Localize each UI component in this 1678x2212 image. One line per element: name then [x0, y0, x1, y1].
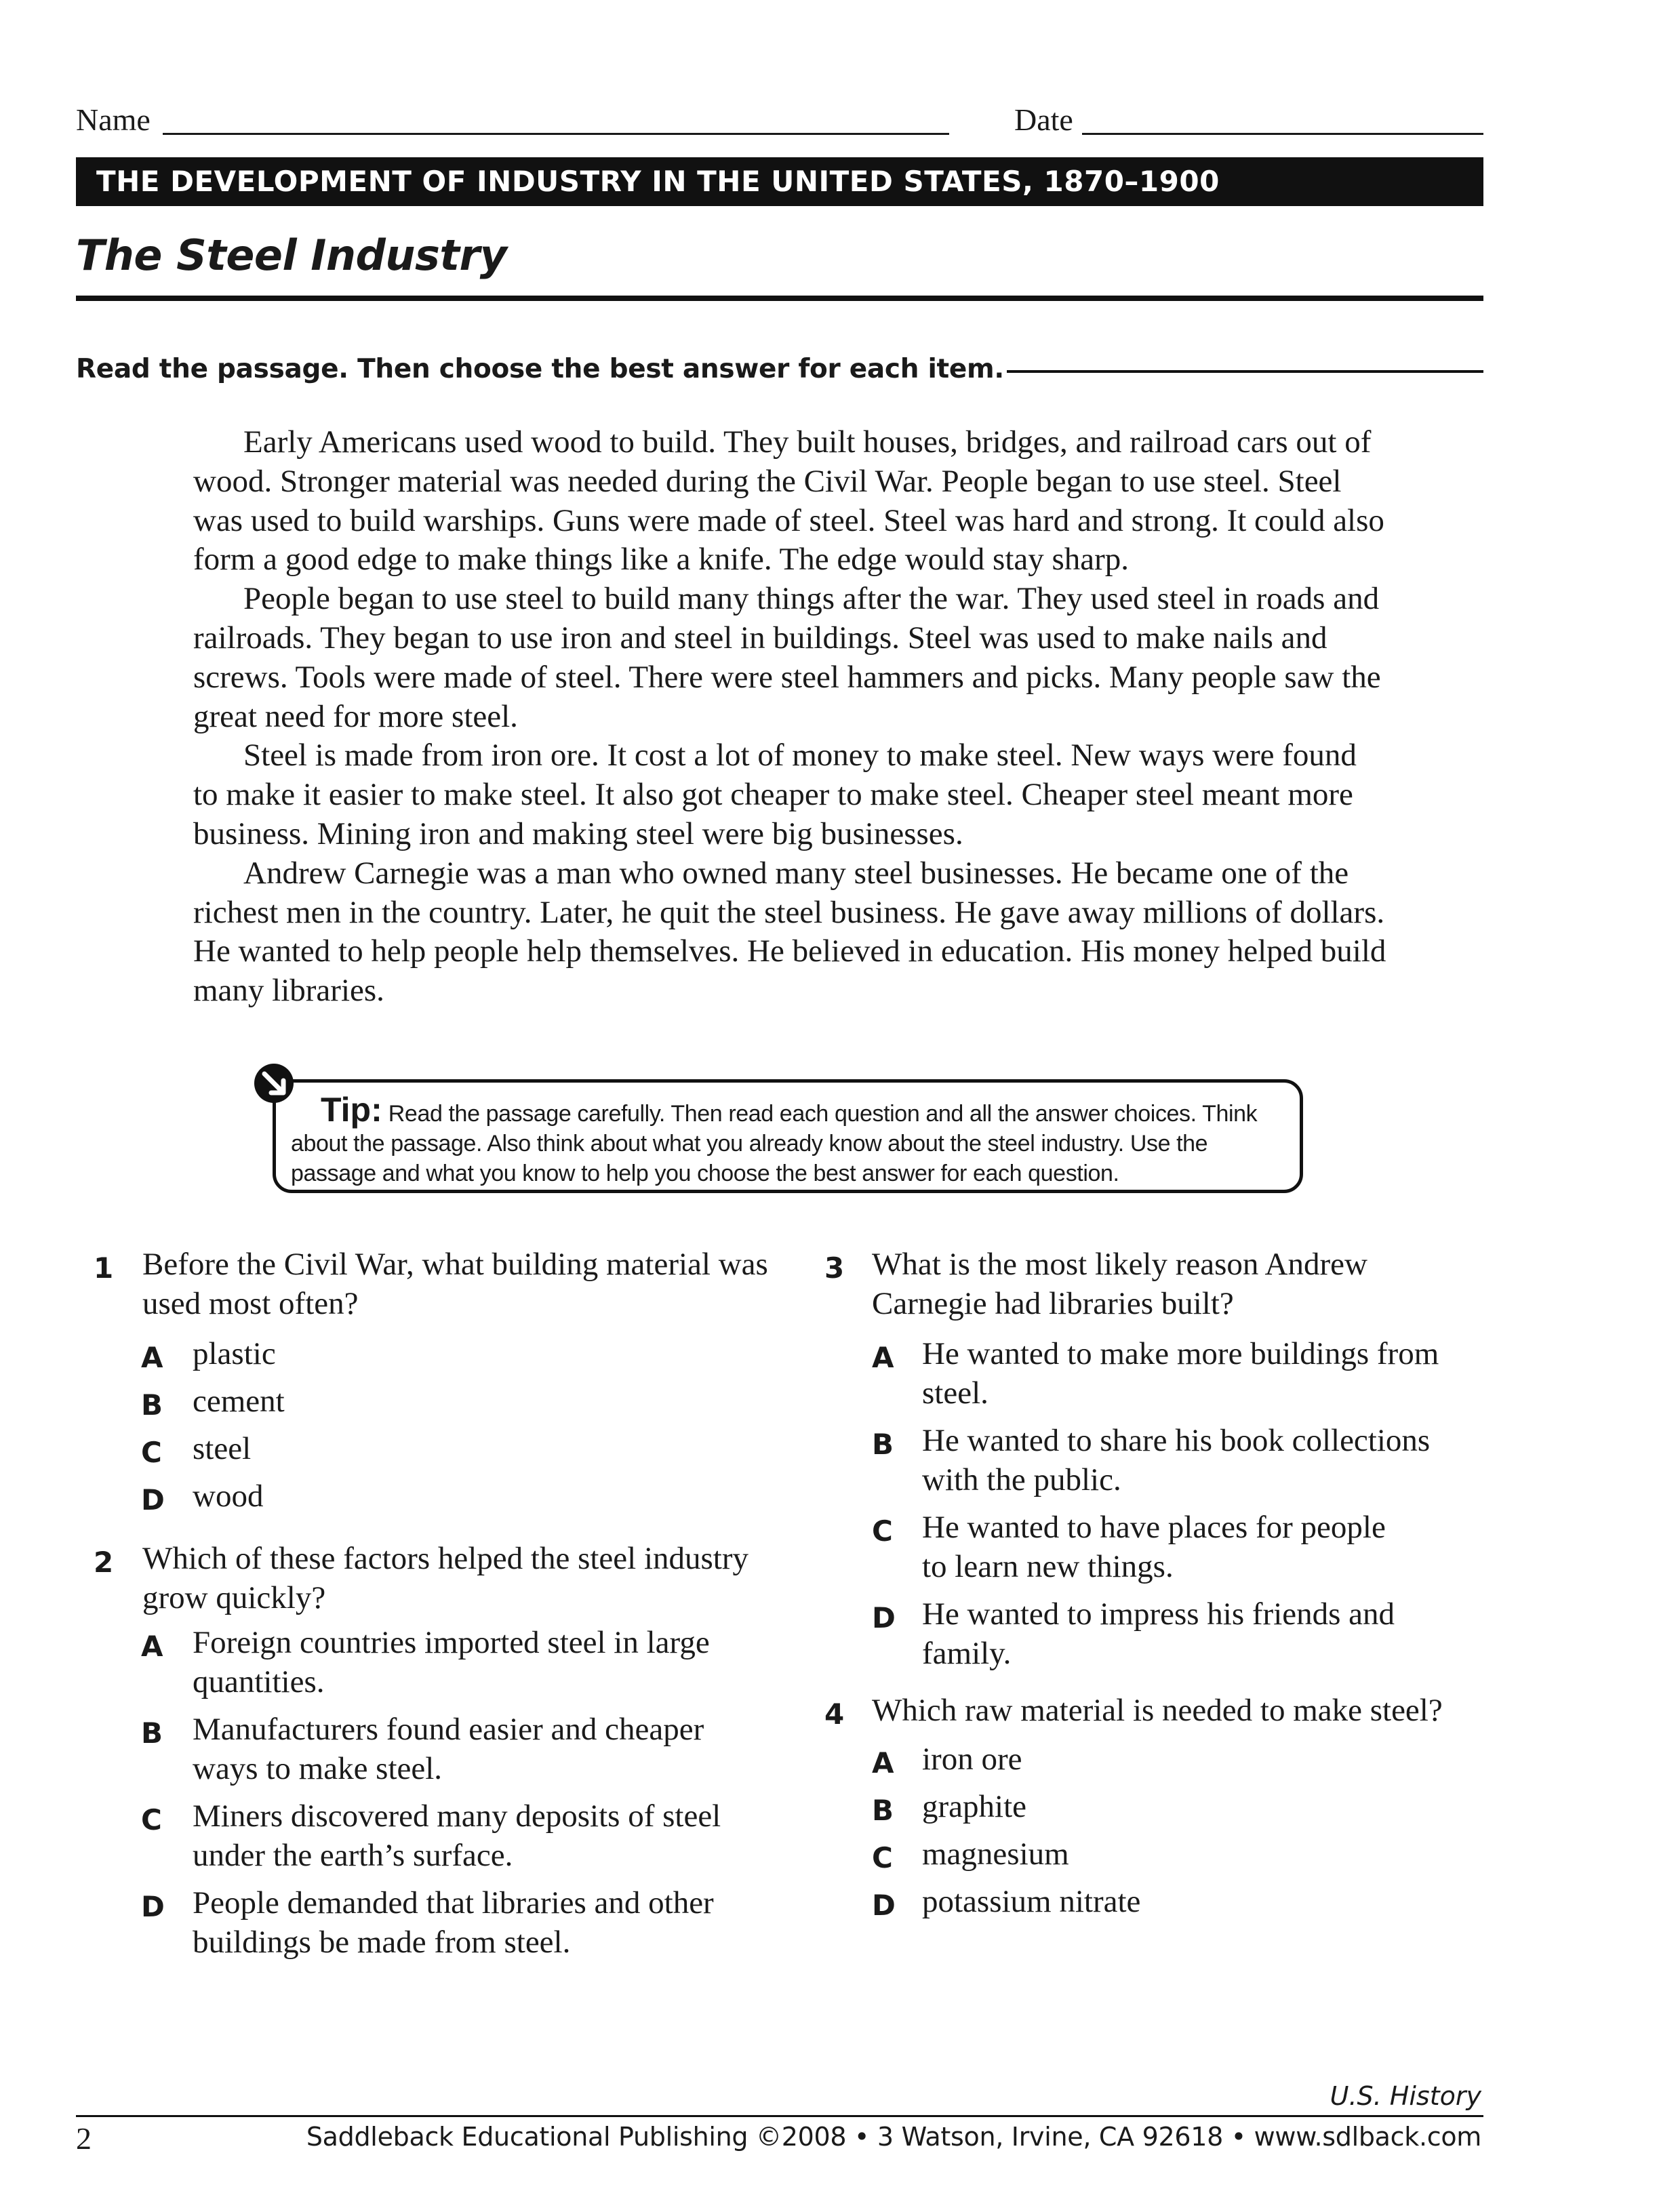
- tip-text: Read the passage carefully. Then read each question and all the answer choices. Think about the passage. Also think about what you already know about the steel industry. Use the passage and what you know to help you choose the best answer for each question.: [291, 1101, 1258, 1186]
- footer-divider: [76, 2115, 1483, 2117]
- option-letter: B: [141, 1388, 163, 1422]
- option-letter: D: [872, 1601, 896, 1634]
- option-letter: D: [141, 1483, 165, 1516]
- option-text: He wanted to impress his friends and family.: [922, 1596, 1395, 1671]
- title-divider: [76, 296, 1483, 301]
- option-letter: C: [141, 1436, 162, 1469]
- option-letter: A: [141, 1341, 163, 1374]
- publisher-info: Saddleback Educational Publishing ©2008 • 3 Watson, Irvine, CA 92618 • www.sdlback.com: [306, 2122, 1481, 2152]
- arrow-icon: [252, 1062, 296, 1105]
- tip-box: [273, 1079, 1303, 1193]
- option-text: People demanded that libraries and other buildings be made from steel.: [193, 1885, 714, 1960]
- page-number: 2: [76, 2121, 92, 2156]
- option-text: potassium nitrate: [922, 1884, 1141, 1919]
- option-text: Foreign countries imported steel in large quantities.: [193, 1625, 710, 1700]
- question-text: Which raw material is needed to make steel?: [872, 1693, 1443, 1728]
- tip-label: Tip:: [321, 1091, 382, 1129]
- option-letter: B: [872, 1794, 894, 1827]
- option-text: magnesium: [922, 1836, 1069, 1872]
- passage-paragraph: Early Americans used wood to build. They built houses, bridges, and railroad cars out of wood. Stronger material was needed during the Civil War. People began to use steel. Steel was used to build warships. Guns were made of steel. Steel was hard and strong. It could also form a good edge to make things like a knife. The edge would stay sharp.: [193, 424, 1384, 578]
- date-label: Date: [1014, 102, 1073, 137]
- option-text: cement: [193, 1384, 285, 1419]
- reading-passage: [193, 423, 1386, 1011]
- option-letter: D: [872, 1889, 896, 1922]
- option-letter: C: [872, 1514, 893, 1548]
- passage-paragraph: People began to use steel to build many things after the war. They used steel in roads and railroads. They began to use iron and steel in buildings. Steel was used to make nails and screws. Tools were made of steel. There were steel hammers and picks. Many people saw the great need for more steel.: [193, 581, 1381, 734]
- option-text: plastic: [193, 1336, 276, 1371]
- question-text: What is the most likely reason Andrew Carnegie had libraries built?: [872, 1247, 1367, 1321]
- question-text: Before the Civil War, what building material was used most often?: [142, 1247, 768, 1321]
- option-letter: D: [141, 1890, 165, 1923]
- option-letter: B: [872, 1428, 894, 1461]
- name-field[interactable]: [163, 133, 949, 135]
- name-label: Name: [76, 102, 151, 137]
- passage-paragraph: Andrew Carnegie was a man who owned many steel businesses. He became one of the richest men in the country. Later, he quit the steel business. He gave away millions of dollars. He wanted to help people help themselves. He believed in education. His money helped build many libraries.: [193, 855, 1386, 1009]
- question-number: 1: [94, 1251, 114, 1285]
- option-text: Manufacturers found easier and cheaper ways to make steel.: [193, 1712, 704, 1786]
- option-text: iron ore: [922, 1742, 1022, 1777]
- option-text: Miners discovered many deposits of steel under the earth’s surface.: [193, 1798, 721, 1873]
- instruction-divider: [1007, 370, 1483, 373]
- option-text: He wanted to have places for people to learn new things.: [922, 1510, 1386, 1584]
- option-letter: A: [872, 1746, 894, 1779]
- option-letter: C: [872, 1841, 893, 1874]
- option-letter: A: [872, 1341, 894, 1374]
- footer-subject: U.S. History: [1330, 2081, 1481, 2111]
- option-text: steel: [193, 1431, 252, 1466]
- option-text: wood: [193, 1479, 264, 1514]
- question-number: 3: [824, 1251, 845, 1285]
- option-letter: C: [141, 1803, 162, 1836]
- page-title: The Steel Industry: [76, 230, 507, 280]
- instructions: Read the passage. Then choose the best answer for each item.: [76, 354, 1004, 384]
- unit-banner: THE DEVELOPMENT OF INDUSTRY IN THE UNITED STATES, 1870–1900: [76, 157, 1483, 206]
- question-number: 4: [824, 1697, 845, 1731]
- question-text: Which of these factors helped the steel industry grow quickly?: [142, 1541, 749, 1615]
- question-number: 2: [94, 1546, 114, 1579]
- date-field[interactable]: [1082, 133, 1483, 135]
- passage-paragraph: Steel is made from iron ore. It cost a lot of money to make steel. New ways were found to make it easier to make steel. It also got cheaper to make steel. Cheaper steel meant more business. Mining iron and making steel were big businesses.: [193, 738, 1357, 851]
- option-letter: B: [141, 1716, 163, 1750]
- option-text: He wanted to make more buildings from steel.: [922, 1336, 1439, 1411]
- option-text: He wanted to share his book collections with the public.: [922, 1423, 1431, 1497]
- option-text: graphite: [922, 1789, 1026, 1824]
- option-letter: A: [141, 1630, 163, 1663]
